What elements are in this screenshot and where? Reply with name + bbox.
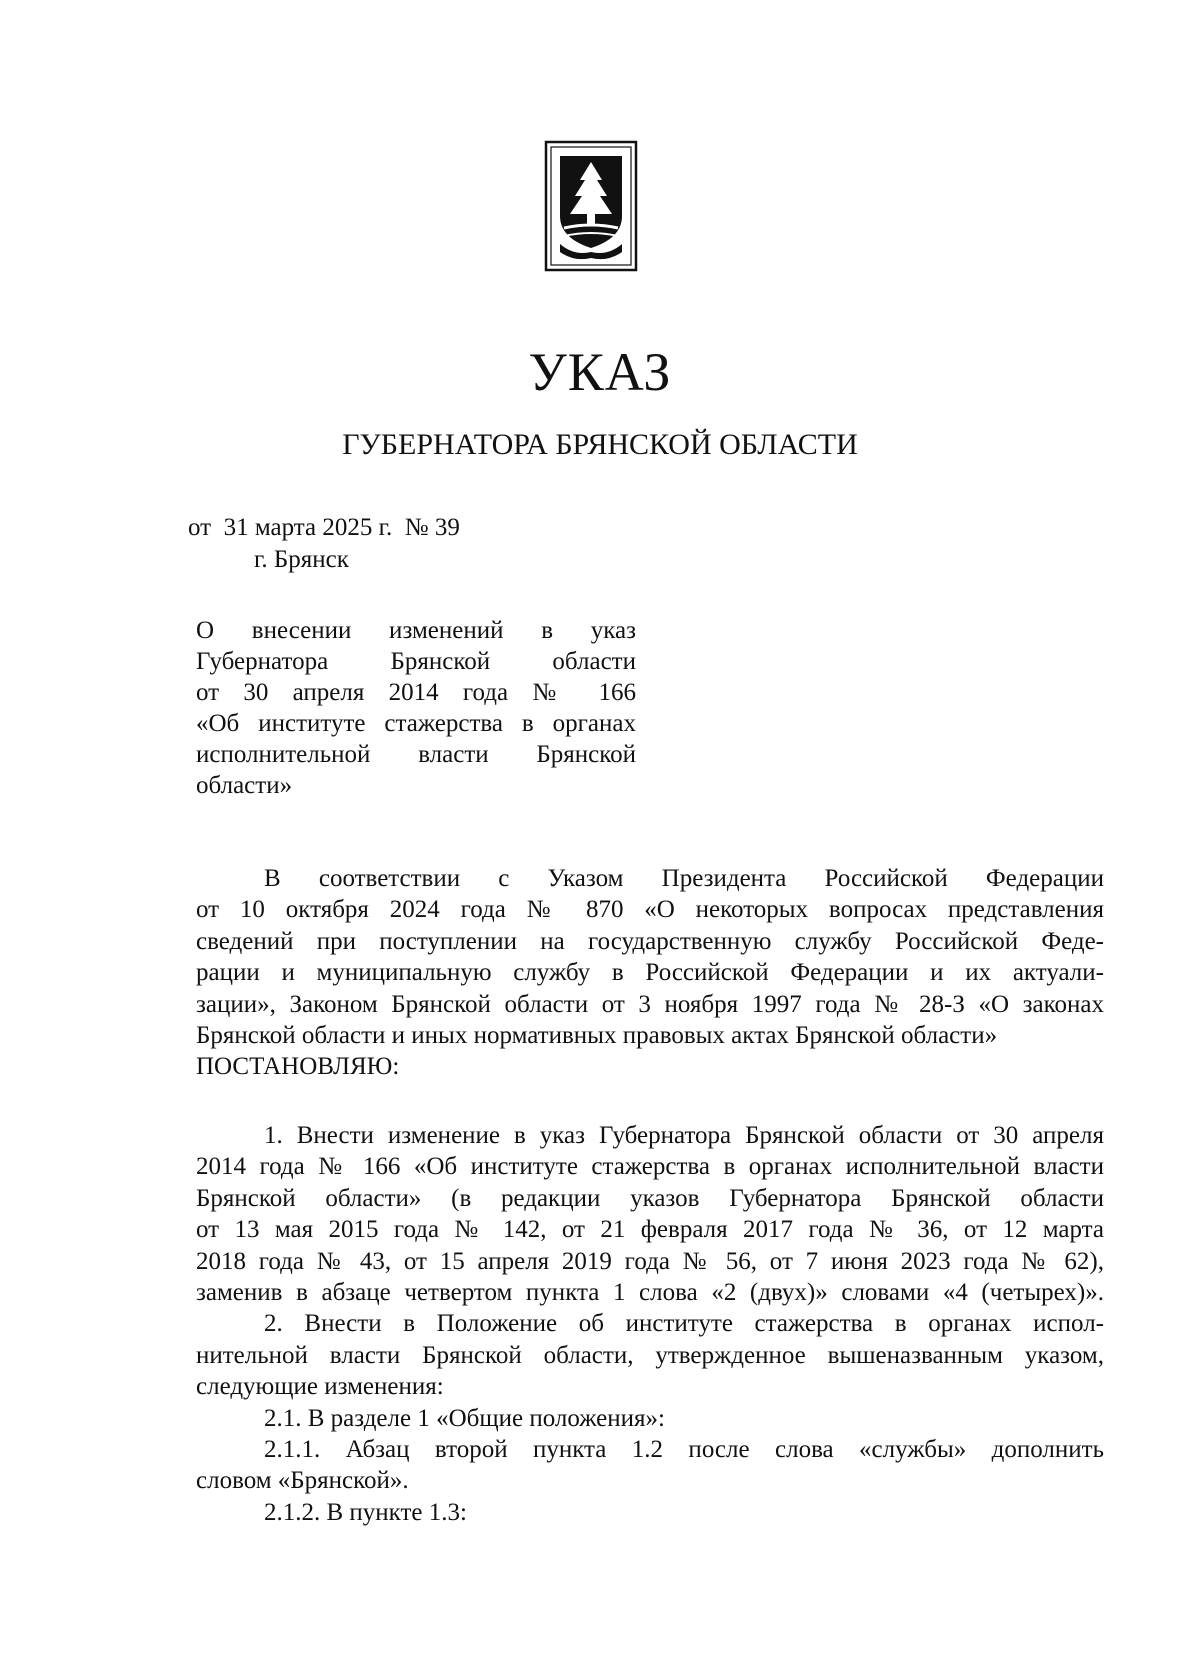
subject-line: «Об институте стажерства в органах xyxy=(196,710,636,737)
subject-line: О внесении изменений в указ xyxy=(196,617,636,644)
item-2-line: следующие изменения: xyxy=(196,1373,444,1401)
item-2-line: 2. Внести в Положение об институте стажерства в органах испол- xyxy=(264,1310,1104,1338)
document-city: г. Брянск xyxy=(254,546,349,573)
item-1-line: заменив в абзаце четвертом пункта 1 слова «2 (двух)» словами «4 (четырех)». xyxy=(196,1278,1104,1306)
body-line: сведений при поступлении на государственную службу Российской Феде- xyxy=(196,927,1104,955)
item-2-1-1-line: 2.1.1. Абзац второй пункта 1.2 после слова «службы» дополнить xyxy=(264,1435,1104,1463)
coat-of-arms-icon xyxy=(544,140,638,272)
item-1-line: 2018 года № 43, от 15 апреля 2019 года № 56, от 7 июня 2023 года № 62), xyxy=(196,1247,1104,1275)
item-2-1-2-line: 2.1.2. В пункте 1.3: xyxy=(264,1498,467,1526)
item-2-line: нительной власти Брянской области, утвержденное вышеназванным указом, xyxy=(196,1341,1104,1369)
subject-line: от 30 апреля 2014 года № 166 xyxy=(196,679,636,706)
body-line: Брянской области и иных нормативных правовых актах Брянской области» xyxy=(196,1021,998,1049)
document-date-number: от 31 марта 2025 г. № 39 xyxy=(188,514,460,541)
document-subject xyxy=(196,615,636,801)
item-2-1-line: 2.1. В разделе 1 «Общие положения»: xyxy=(264,1404,665,1432)
body-line: от 10 октября 2024 года № 870 «О некоторых вопросах представления xyxy=(196,896,1104,924)
item-1-line: 2014 года № 166 «Об институте стажерства в органах исполнительной власти xyxy=(196,1153,1104,1181)
subject-line: области» xyxy=(196,772,293,799)
document-subtitle: ГУБЕРНАТОРА БРЯНСКОЙ ОБЛАСТИ xyxy=(342,428,858,461)
item-2-1-1-line: словом «Брянской». xyxy=(196,1467,409,1495)
subject-line: Губернатора Брянской области xyxy=(196,648,636,675)
document-title: УКАЗ xyxy=(528,342,672,402)
body-line: В соответствии с Указом Президента Российской Федерации xyxy=(264,865,1104,892)
item-1-line: 1. Внести изменение в указ Губернатора Брянской области от 30 апреля xyxy=(264,1122,1104,1149)
decree-items xyxy=(196,1120,1104,1528)
coat-of-arms-emblem xyxy=(544,140,638,272)
body-line: рации и муниципальную службу в Российской Федерации и их актуали- xyxy=(196,959,1104,987)
item-1-line: Брянской области» (в редакции указов Губернатора Брянской области xyxy=(196,1184,1104,1212)
body-line: зации», Законом Брянской области от 3 ноября 1997 года № 28-З «О законах xyxy=(196,990,1104,1018)
item-1-line: от 13 мая 2015 года № 142, от 21 февраля 2017 года № 36, от 12 марта xyxy=(196,1216,1104,1244)
preamble-paragraph xyxy=(196,863,1104,1083)
subject-line: исполнительной власти Брянской xyxy=(196,741,636,768)
decree-keyword: ПОСТАНОВЛЯЮ: xyxy=(196,1053,400,1081)
